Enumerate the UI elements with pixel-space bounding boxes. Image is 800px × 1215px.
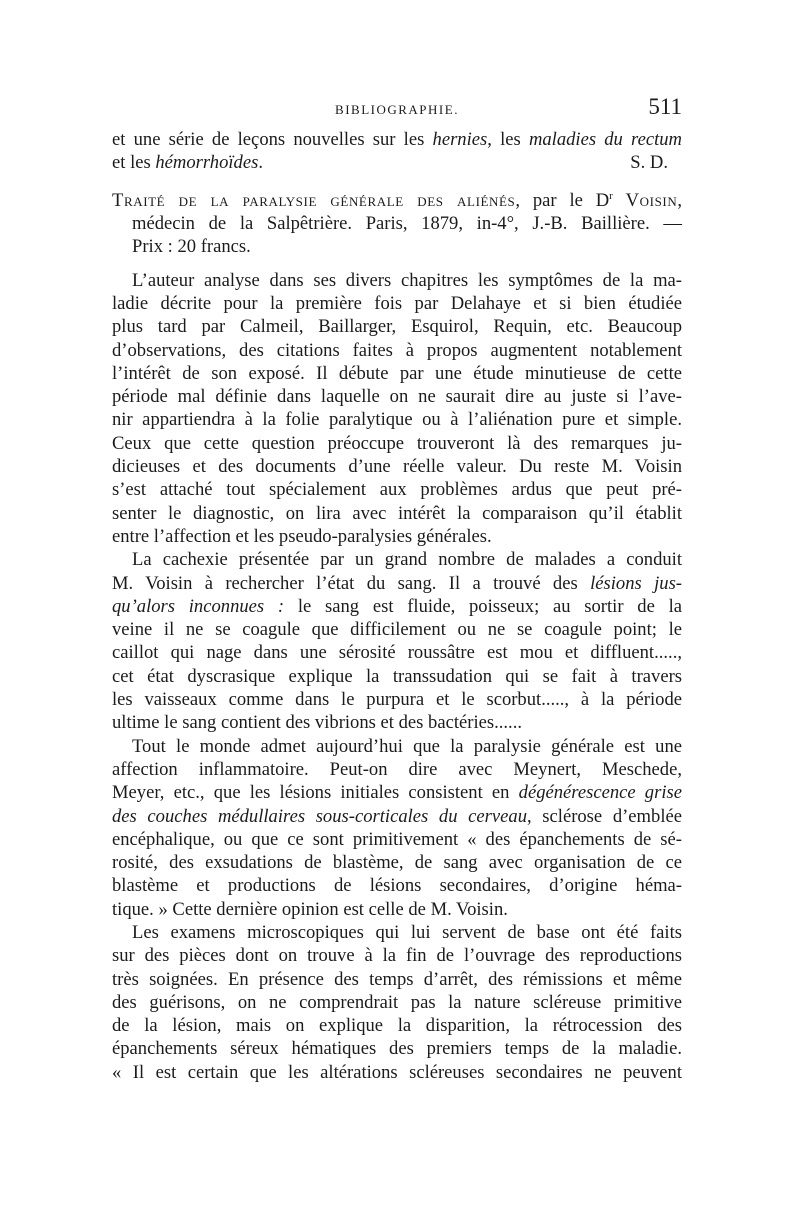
page-header [112, 96, 682, 126]
text-line: ultime le sang contient des vibrions et des bactéries...... [112, 712, 522, 734]
text-line: ladie décrite pour la première fois par Delahaye et si bien étudiée [112, 292, 682, 314]
text-line: blastème et productions de lésions secondaires, d’origine héma- [112, 875, 682, 897]
reviewer-signature: S. D. [630, 152, 668, 174]
text-line: des guérisons, on ne comprendrait pas la nature scléreuse primitive [112, 991, 682, 1013]
review-paragraph-4 [112, 921, 682, 1084]
text-line: veine il ne se coagule que difficilement ou ne se coagule point; le [112, 619, 682, 641]
text-line: cet état dyscrasique explique la transsudation qui se fait à travers [112, 665, 682, 687]
text-line: qu’alors inconnues : le sang est fluide, poisseux; au sortir de la [112, 595, 682, 617]
text-line: Tout le monde admet aujourd’hui que la paralysie générale est une [132, 735, 682, 757]
text-line: très soignées. En présence des temps d’arrêt, des rémissions et même [112, 968, 682, 990]
text-line: épanchements séreux hématiques des premiers temps de la maladie. [112, 1038, 682, 1060]
text-line: entre l’affection et les pseudo-paralysies générales. [112, 525, 492, 547]
text-line: sur des pièces dont on trouve à la fin de l’ouvrage des reproductions [112, 945, 682, 967]
text-line: période mal définie dans laquelle on ne saurait dire au juste si l’ave- [112, 386, 682, 408]
text-line: nir appartiendra à la folie paralytique ou à l’aliénation pure et simple. [112, 409, 682, 431]
text-line: caillot qui nage dans une sérosité roussâtre est mou et diffluent....., [112, 642, 682, 664]
text-line: plus tard par Calmeil, Baillarger, Esquirol, Requin, etc. Beaucoup [112, 316, 682, 338]
text-line: affection inflammatoire. Peut-on dire avec Meynert, Meschede, [112, 758, 682, 780]
text-line: senter le diagnostic, on lira avec intérêt la comparaison qu’il établit [112, 502, 682, 524]
text-line: dicieuses et des documents d’une réelle valeur. Du reste M. Voisin [112, 456, 682, 478]
text-line: les vaisseaux comme dans le purpura et le scorbut....., à la période [112, 689, 682, 711]
text-line: Les examens microscopiques qui lui servent de base ont été faits [132, 921, 682, 943]
text-line: M. Voisin à rechercher l’état du sang. Il a trouvé des lésions jus- [112, 572, 682, 594]
text-line: encéphalique, ou que ce sont primitivement « des épanchements de sé- [112, 828, 682, 850]
book-title-line: Traité de la paralysie générale des aliénés, par le $D^r$ Voisin, [112, 189, 683, 211]
text-line: « Il est certain que les altérations scléreuses secondaires ne peuvent [112, 1061, 682, 1083]
entry1-line2: et les hémorrhoïdes. S. D. [112, 151, 682, 174]
running-title: BIBLIOGRAPHIE. [335, 102, 459, 117]
review-paragraph-2 [112, 548, 682, 734]
page-number: 511 [648, 94, 682, 119]
book-author: Voisin [625, 189, 678, 211]
text-line: tique. » Cette dernière opinion est celle de M. Voisin. [112, 898, 508, 920]
text-line: d’observations, des citations faites à propos augmentent notablement [112, 339, 682, 361]
review-paragraph-1 [112, 269, 682, 549]
book-title: Traité de la paralysie générale des aliénés [112, 189, 516, 211]
book-publication-line: médecin de la Salpêtrière. Paris, 1879, in-4°, J.-B. Baillière. — [132, 213, 682, 235]
text-line: l’intérêt de son exposé. Il débute par une étude minutieuse de cette [112, 362, 682, 384]
text-line: s’est attaché tout spécialement aux problèmes ardus que peut pré- [112, 479, 682, 501]
text-line: des couches médullaires sous-corticales du cerveau, sclérose d’emblée [112, 805, 682, 827]
text-line: La cachexie présentée par un grand nombre de malades a conduit [132, 549, 682, 571]
text-line: Meyer, etc., que les lésions initiales consistent en dégénérescence grise [112, 782, 682, 804]
entry1-line1: et une série de leçons nouvelles sur les hernies, les maladies du rectum [112, 129, 682, 150]
page-body [112, 128, 682, 1084]
text-line: L’auteur analyse dans ses divers chapitres les symptômes de la ma- [132, 269, 682, 291]
text-line: de la lésion, mais on explique la disparition, la rétrocession des [112, 1015, 682, 1037]
text-line: Ceux que cette question préoccupe trouveront là des remarques ju- [112, 432, 682, 454]
review-paragraph-3 [112, 735, 682, 921]
text-line: rosité, des exsudations de blastème, de sang avec organisation de ce [112, 852, 682, 874]
book-price-line: Prix : 20 francs. [132, 236, 251, 258]
